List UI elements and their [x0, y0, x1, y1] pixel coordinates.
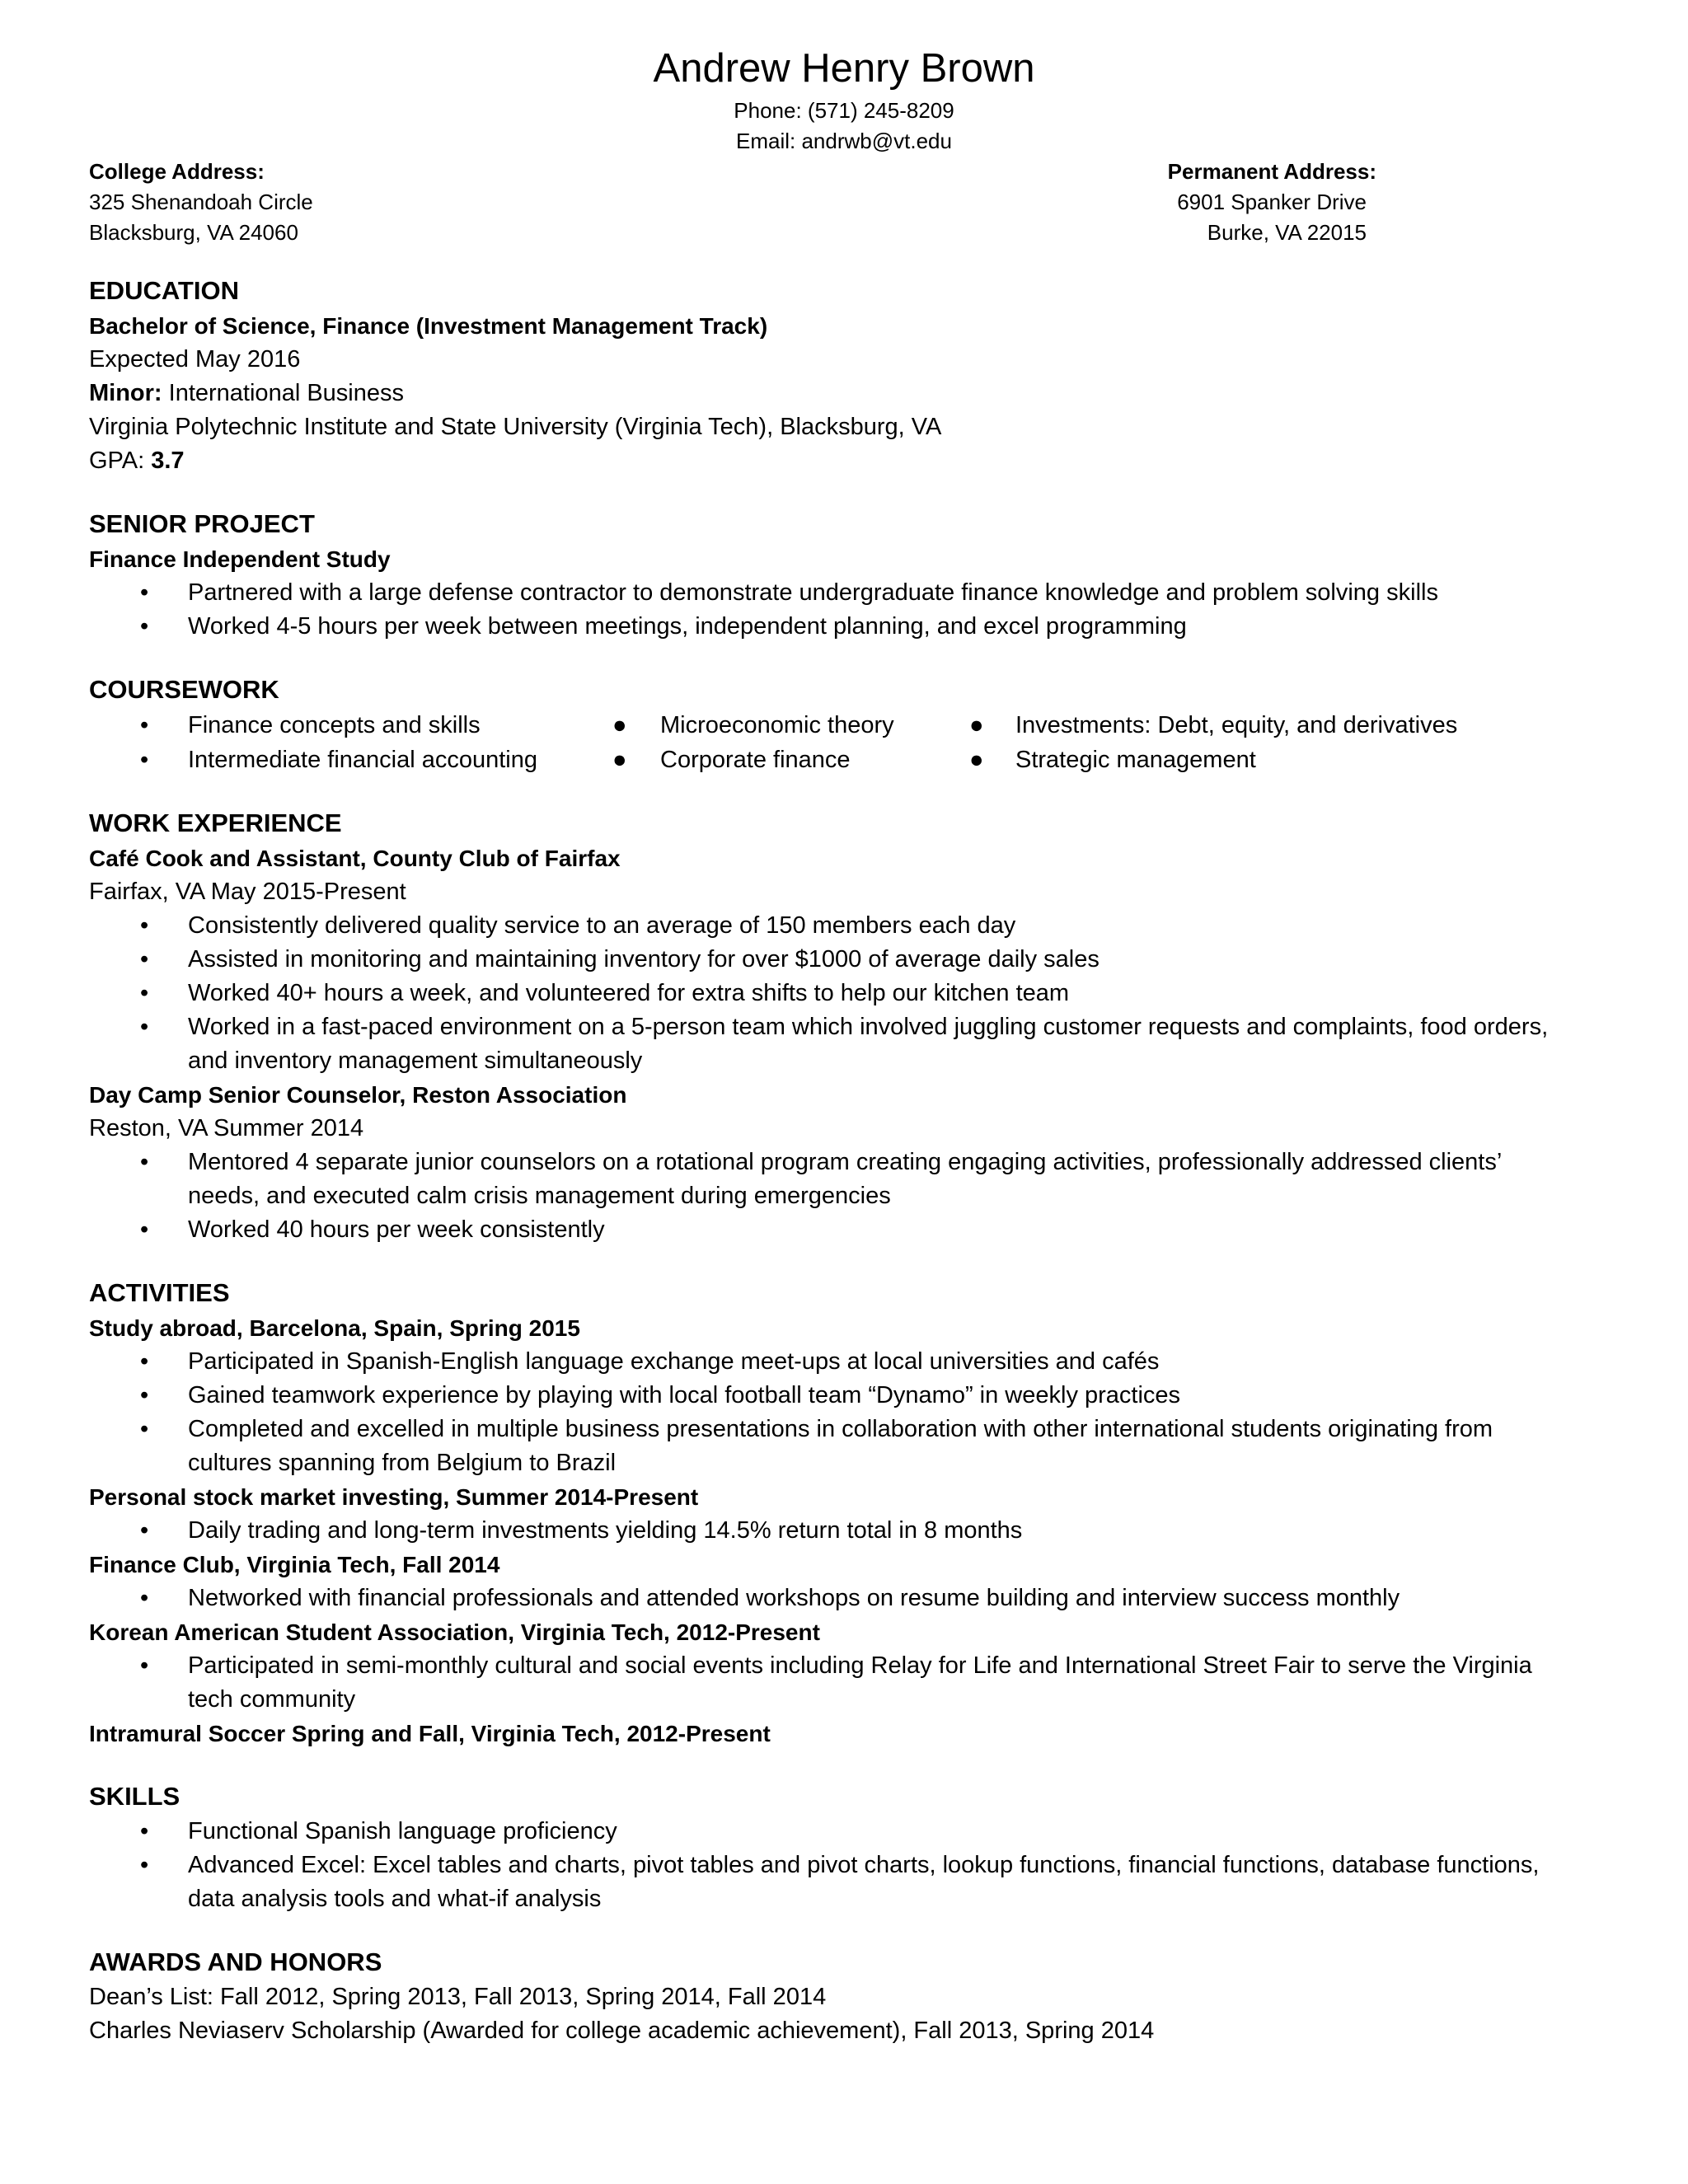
- course-item: [89, 708, 612, 743]
- activity-heading: Finance Club, Virginia Tech, Fall 2014: [89, 1552, 500, 1577]
- activities-section: [89, 1275, 1688, 1750]
- bullet-list: [89, 909, 1688, 1078]
- list-item: [89, 1815, 1573, 1849]
- bullet-text: Advanced Excel: Excel tables and charts, pivot tables and pivot charts, lookup functions, financial functions, database functions, data analysis tools and what-if analysis: [188, 1852, 1540, 1912]
- school: Virginia Polytechnic Institute and State University (Virginia Tech), Blacksburg, VA: [89, 414, 942, 440]
- candidate-name: Andrew Henry Brown: [653, 46, 1035, 91]
- bullet-icon: ●: [612, 747, 627, 773]
- permanent-address-line: 6901 Spanker Drive: [1177, 190, 1367, 214]
- gpa-value: 3.7: [151, 448, 185, 474]
- college-address-label: College Address:: [89, 159, 265, 184]
- section-title: SKILLS: [89, 1782, 181, 1811]
- section-title: COURSEWORK: [89, 675, 279, 704]
- bullet-text: Completed and excelled in multiple business presentations in collaboration with other international students originating from cultures spanning from Belgium to Brazil: [188, 1416, 1493, 1476]
- activity-heading: Study abroad, Barcelona, Spain, Spring 2015: [89, 1315, 580, 1341]
- list-item: [89, 1582, 1573, 1615]
- list-item: [89, 1514, 1573, 1548]
- education-section: [89, 273, 1688, 478]
- bullet-icon: •: [140, 613, 149, 640]
- list-item: [89, 1010, 1573, 1078]
- project-title: Finance Independent Study: [89, 546, 391, 572]
- job-title: Day Camp Senior Counselor, Reston Association: [89, 1082, 627, 1108]
- bullet-text: Functional Spanish language proficiency: [188, 1818, 617, 1844]
- list-item: [89, 909, 1573, 943]
- bullet-icon: •: [140, 1818, 149, 1844]
- expected-date: Expected May 2016: [89, 346, 301, 373]
- bullet-text: Worked in a fast-paced environment on a 5-person team which involved juggling customer requests and complaints, food orders, and inventory management simultaneously: [188, 1014, 1549, 1074]
- list-item: [89, 943, 1573, 977]
- bullet-text: Participated in semi-monthly cultural and social events including Relay for Life and International Street Fair to serve the Virginia tech community: [188, 1652, 1532, 1713]
- course-item: [89, 743, 612, 777]
- address-block: [89, 157, 1376, 248]
- permanent-address-line: Burke, VA 22015: [1207, 220, 1367, 245]
- section-title: ACTIVITIES: [89, 1278, 230, 1307]
- bullet-icon: •: [140, 1652, 149, 1679]
- bullet-icon: •: [140, 712, 149, 738]
- bullet-icon: •: [140, 1149, 149, 1175]
- bullet-icon: •: [140, 1416, 149, 1442]
- bullet-list: [89, 1815, 1688, 1916]
- bullet-text: Partnered with a large defense contractor to demonstrate undergraduate finance knowledge and problem solving skills: [188, 579, 1438, 606]
- list-item: [89, 610, 1573, 644]
- bullet-text: Networked with financial professionals and attended workshops on resume building and interview success monthly: [188, 1585, 1400, 1611]
- bullet-text: Worked 40 hours per week consistently: [188, 1216, 605, 1243]
- list-item: [89, 1213, 1573, 1247]
- bullet-icon: ●: [969, 747, 984, 773]
- gpa-label: GPA:: [89, 448, 152, 474]
- minor-label: Minor:: [89, 380, 162, 406]
- list-item: [89, 1413, 1573, 1480]
- course-item: [612, 708, 969, 743]
- course-name: Corporate finance: [660, 747, 851, 773]
- bullet-text: Worked 40+ hours a week, and volunteered for extra shifts to help our kitchen team: [188, 980, 1070, 1006]
- phone: Phone: (571) 245-8209: [734, 98, 954, 123]
- bullet-text: Participated in Spanish-English language exchange meet-ups at local universities and cafés: [188, 1348, 1160, 1375]
- bullet-list: [89, 1345, 1688, 1480]
- bullet-text: Worked 4-5 hours per week between meetings, independent planning, and excel programming: [188, 613, 1187, 640]
- bullet-icon: •: [140, 912, 149, 939]
- work-experience-section: [89, 805, 1688, 1247]
- bullet-icon: •: [140, 1014, 149, 1040]
- course-item: [969, 708, 1546, 743]
- section-title: WORK EXPERIENCE: [89, 808, 342, 837]
- bullet-list: [89, 576, 1688, 644]
- list-item: [89, 576, 1573, 610]
- list-item: [89, 1345, 1573, 1379]
- bullet-text: Mentored 4 separate junior counselors on a rotational program creating engaging activities, professionally addressed clients’ needs, and executed calm crisis management during emergencies: [188, 1149, 1502, 1209]
- minor: [89, 377, 1688, 410]
- college-address-line: Blacksburg, VA 24060: [89, 220, 298, 245]
- bullet-icon: •: [140, 1382, 149, 1408]
- permanent-address-label: Permanent Address:: [1167, 159, 1376, 184]
- coursework-grid: [89, 708, 1688, 777]
- activity-heading: Intramural Soccer Spring and Fall, Virginia Tech, 2012-Present: [89, 1721, 771, 1746]
- bullet-icon: •: [140, 1852, 149, 1878]
- activity-heading: Korean American Student Association, Virginia Tech, 2012-Present: [89, 1619, 820, 1645]
- senior-project-section: [89, 506, 1688, 644]
- gpa: [89, 444, 1688, 478]
- list-item: [89, 977, 1573, 1010]
- bullet-icon: •: [140, 1585, 149, 1611]
- list-item: [89, 1849, 1573, 1916]
- section-title: SENIOR PROJECT: [89, 509, 315, 538]
- email: Email: andrwb@vt.edu: [736, 129, 952, 153]
- list-item: [89, 1379, 1573, 1413]
- bullet-text: Daily trading and long-term investments yielding 14.5% return total in 8 months: [188, 1517, 1023, 1544]
- bullet-icon: ●: [612, 712, 627, 738]
- list-item: [89, 1146, 1573, 1213]
- bullet-list: [89, 1649, 1688, 1717]
- course-name: Microeconomic theory: [660, 712, 894, 738]
- skills-section: [89, 1779, 1688, 1916]
- college-address: [89, 157, 313, 248]
- bullet-text: Gained teamwork experience by playing with local football team “Dynamo” in weekly practices: [188, 1382, 1181, 1408]
- bullet-icon: •: [140, 1517, 149, 1544]
- awards-section: [89, 1944, 1688, 2048]
- bullet-list: [89, 1514, 1688, 1548]
- bullet-icon: •: [140, 980, 149, 1006]
- college-address-line: 325 Shenandoah Circle: [89, 190, 313, 214]
- minor-value: International Business: [162, 380, 404, 406]
- job-location-date: Fairfax, VA May 2015-Present: [89, 879, 406, 905]
- bullet-list: [89, 1146, 1688, 1247]
- section-title: AWARDS AND HONORS: [89, 1947, 382, 1976]
- activity-heading: Personal stock market investing, Summer 2014-Present: [89, 1484, 699, 1510]
- bullet-icon: ●: [969, 712, 984, 738]
- bullet-icon: •: [140, 946, 149, 972]
- award-line: Dean’s List: Fall 2012, Spring 2013, Fall 2013, Spring 2014, Fall 2014: [89, 1984, 827, 2010]
- job-title: Café Cook and Assistant, County Club of Fairfax: [89, 846, 621, 871]
- course-item: [612, 743, 969, 777]
- course-name: Investments: Debt, equity, and derivatives: [1015, 712, 1458, 738]
- permanent-address: [1129, 157, 1376, 248]
- bullet-list: [89, 1582, 1688, 1615]
- coursework-section: [89, 672, 1688, 777]
- course-name: Intermediate financial accounting: [188, 747, 537, 773]
- course-item: [969, 743, 1546, 777]
- bullet-icon: •: [140, 1216, 149, 1243]
- job-location-date: Reston, VA Summer 2014: [89, 1115, 364, 1141]
- degree: Bachelor of Science, Finance (Investment Management Track): [89, 313, 768, 339]
- bullet-text: Consistently delivered quality service to an average of 150 members each day: [188, 912, 1016, 939]
- bullet-icon: •: [140, 747, 149, 773]
- course-name: Finance concepts and skills: [188, 712, 481, 738]
- award-line: Charles Neviaserv Scholarship (Awarded for college academic achievement), Fall 2013, Spring 2014: [89, 2018, 1155, 2044]
- section-title: EDUCATION: [89, 276, 239, 305]
- bullet-icon: •: [140, 579, 149, 606]
- list-item: [89, 1649, 1573, 1717]
- course-name: Strategic management: [1015, 747, 1256, 773]
- bullet-icon: •: [140, 1348, 149, 1375]
- bullet-text: Assisted in monitoring and maintaining inventory for over $1000 of average daily sales: [188, 946, 1100, 972]
